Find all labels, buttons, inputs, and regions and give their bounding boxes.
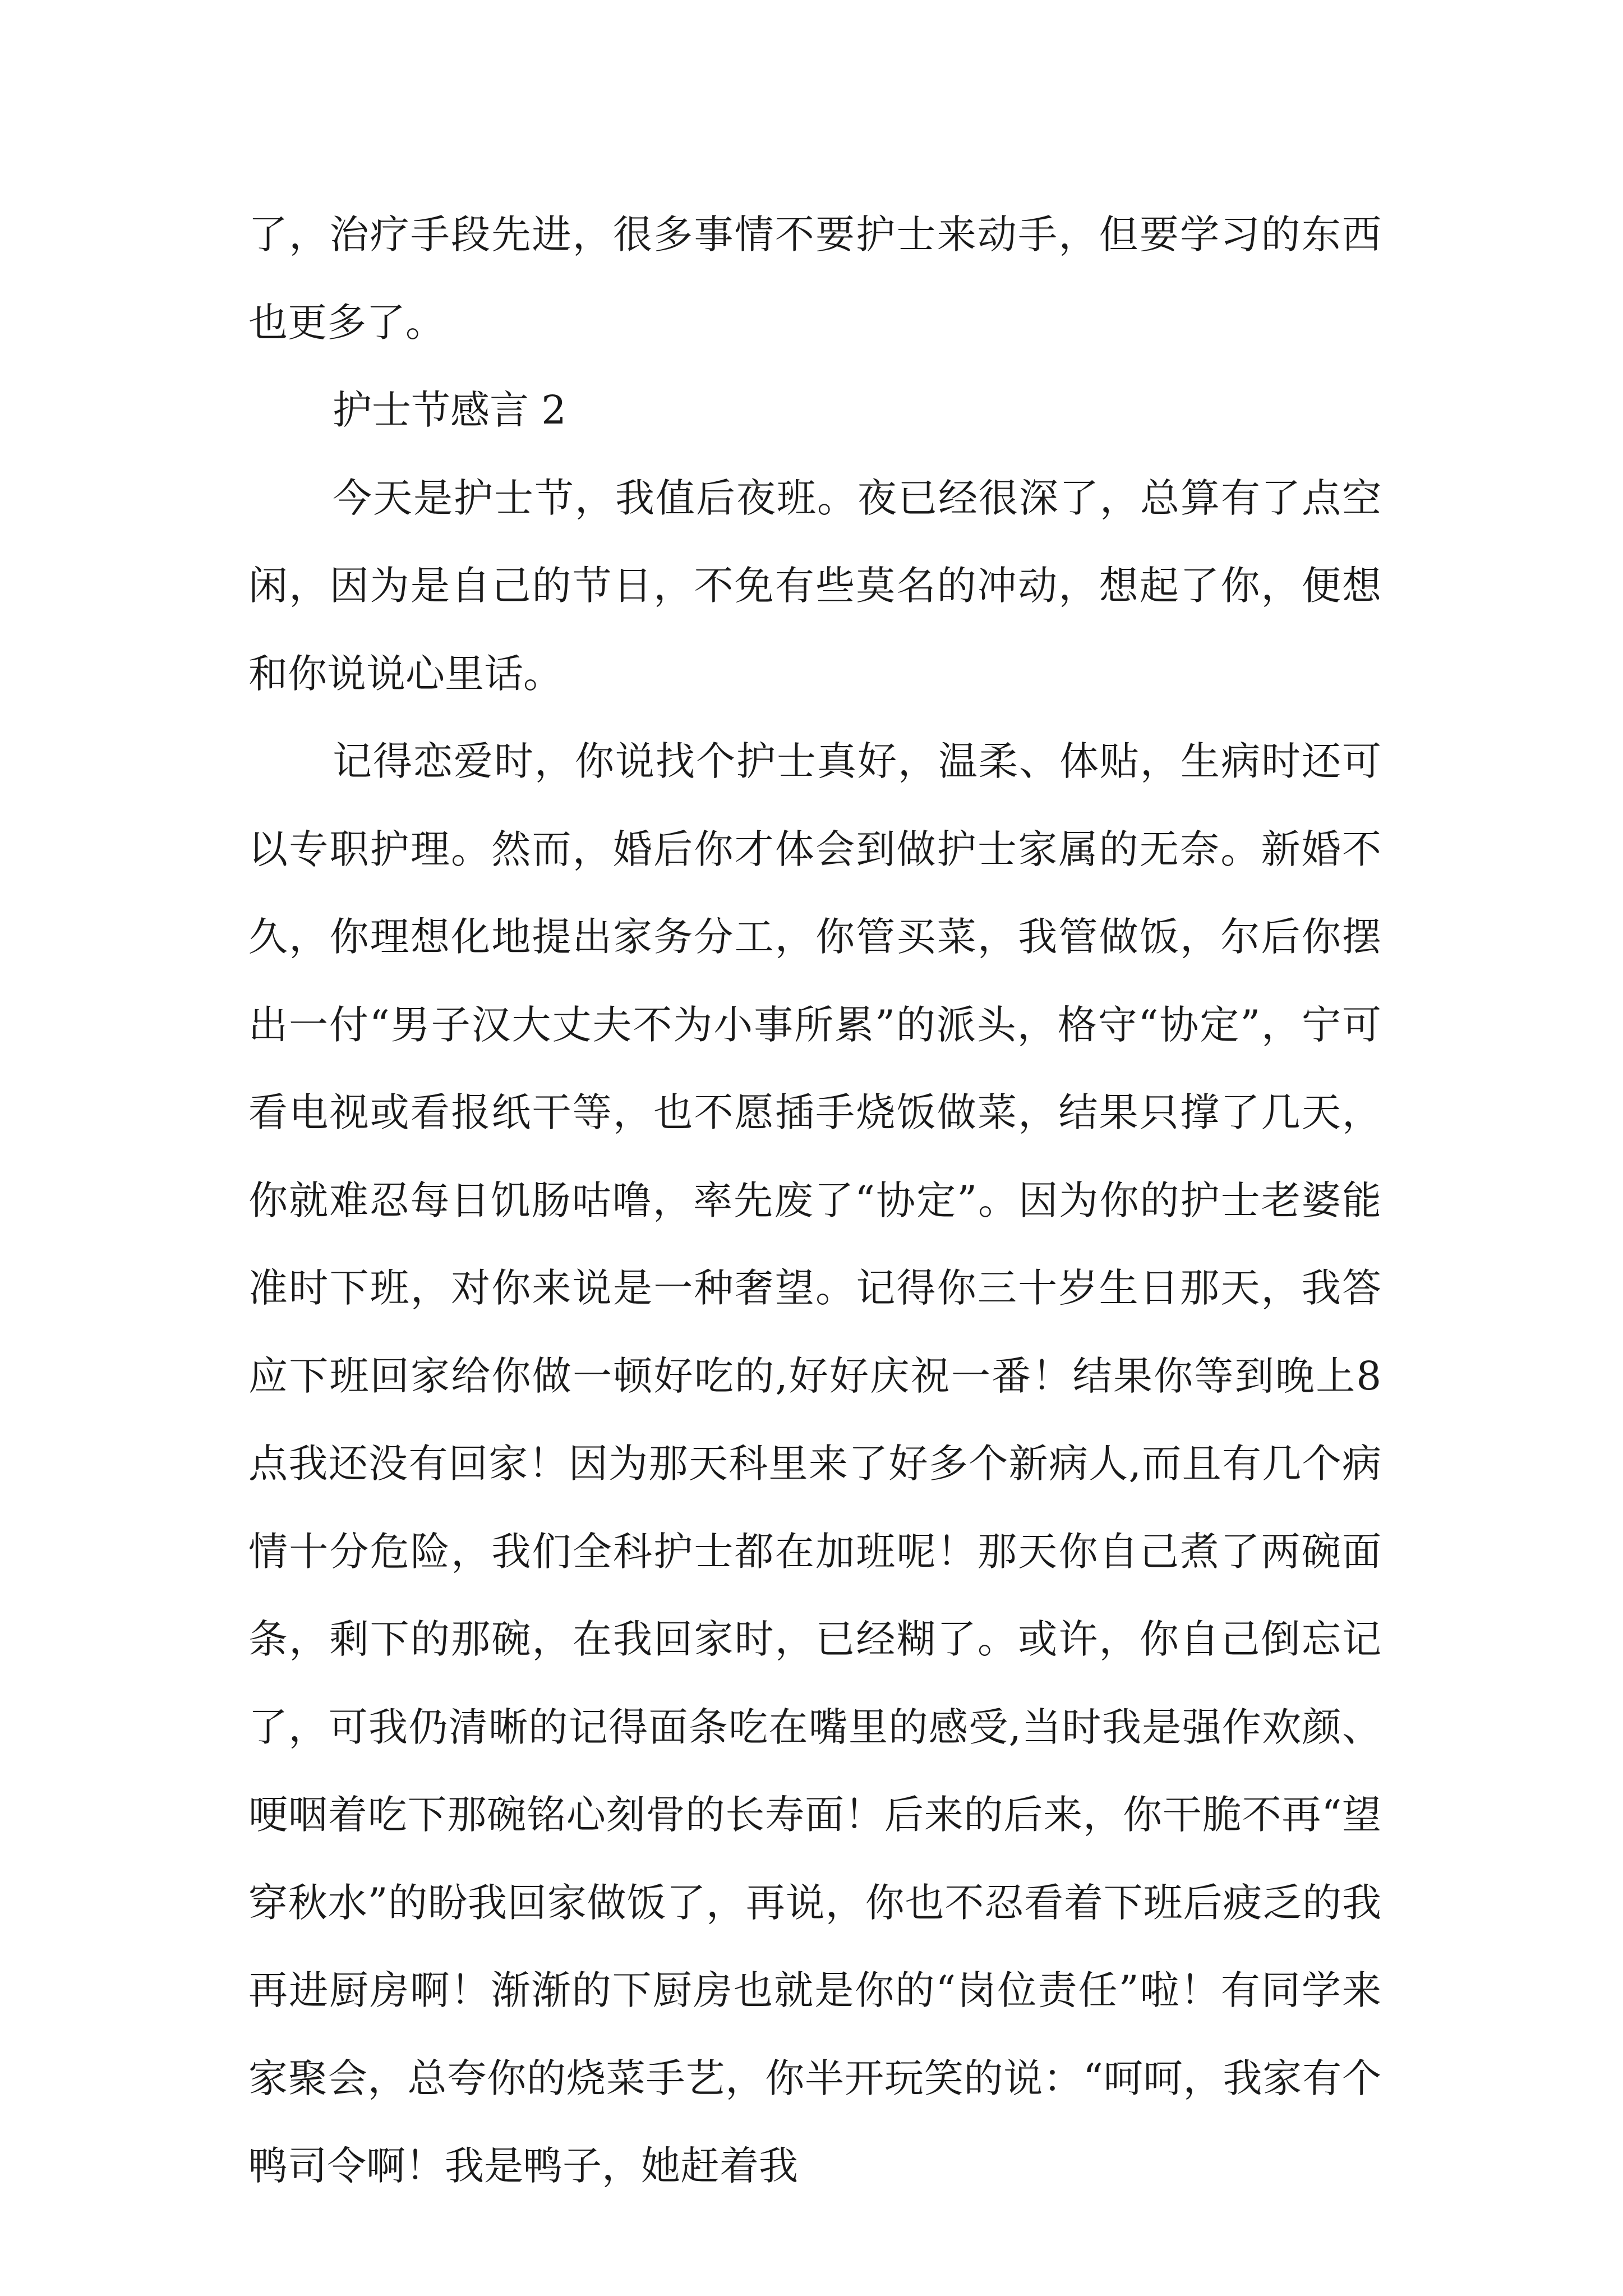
section-heading: 护士节感言 2 — [333, 387, 566, 433]
paragraph-night-shift: 今天是护士节，我值后夜班。夜已经很深了，总算有了点空闲，因为是自己的节日，不免有些莫名的冲动，想起了你，便想和你说说心里话。 — [248, 475, 1381, 697]
continuation-paragraph: 了，治疗手段先进，很多事情不要护士来动手，但要学习的东西也更多了。 — [248, 211, 1381, 346]
paragraph-memories: 记得恋爱时，你说找个护士真好，温柔、体贴，生病时还可以专职护理。然而，婚后你才体会到做护士家属的无奈。新婚不久，你理想化地提出家务分工，你管买菜，我管做饭，尔后你摆出一付“男子汉大丈夫不为小事所累”的派头，格守“协定”，宁可看电视或看报纸干等，也不愿插手烧饭做菜，结果只撑了几天，你就难忍每日饥肠咕噜，率先废了“协定”。因为你的护士老婆能准时下班，对你来说是一种奢望。记得你三十岁生日那天，我答应下班回家给你做一顿好吃的,好好庆祝一番！结果你等到晚上8点我还没有回家！因为那天科里来了好多个新病人,而且有几个病情十分危险，我们全科护士都在加班呢！那天你自己煮了两碗面条，剩下的那碗，在我回家时，已经糊了。或许，你自己倒忘记了，可我仍清晰的记得面条吃在嘴里的感受,当时我是强作欢颜、哽咽着吃下那碗铭心刻骨的长寿面！后来的后来，你干脆不再“望穿秋水”的盼我回家做饭了，再说，你也不忍看着下班后疲乏的我再进厨房啊！渐渐的下厨房也就是你的“岗位责任”啦！有同学来家聚会，总夸你的烧菜手艺，你半开玩笑的说：“呵呵，我家有个鸭司令啊！我是鸭子，她赶着我 — [248, 738, 1381, 2189]
document-body — [248, 191, 1381, 2210]
